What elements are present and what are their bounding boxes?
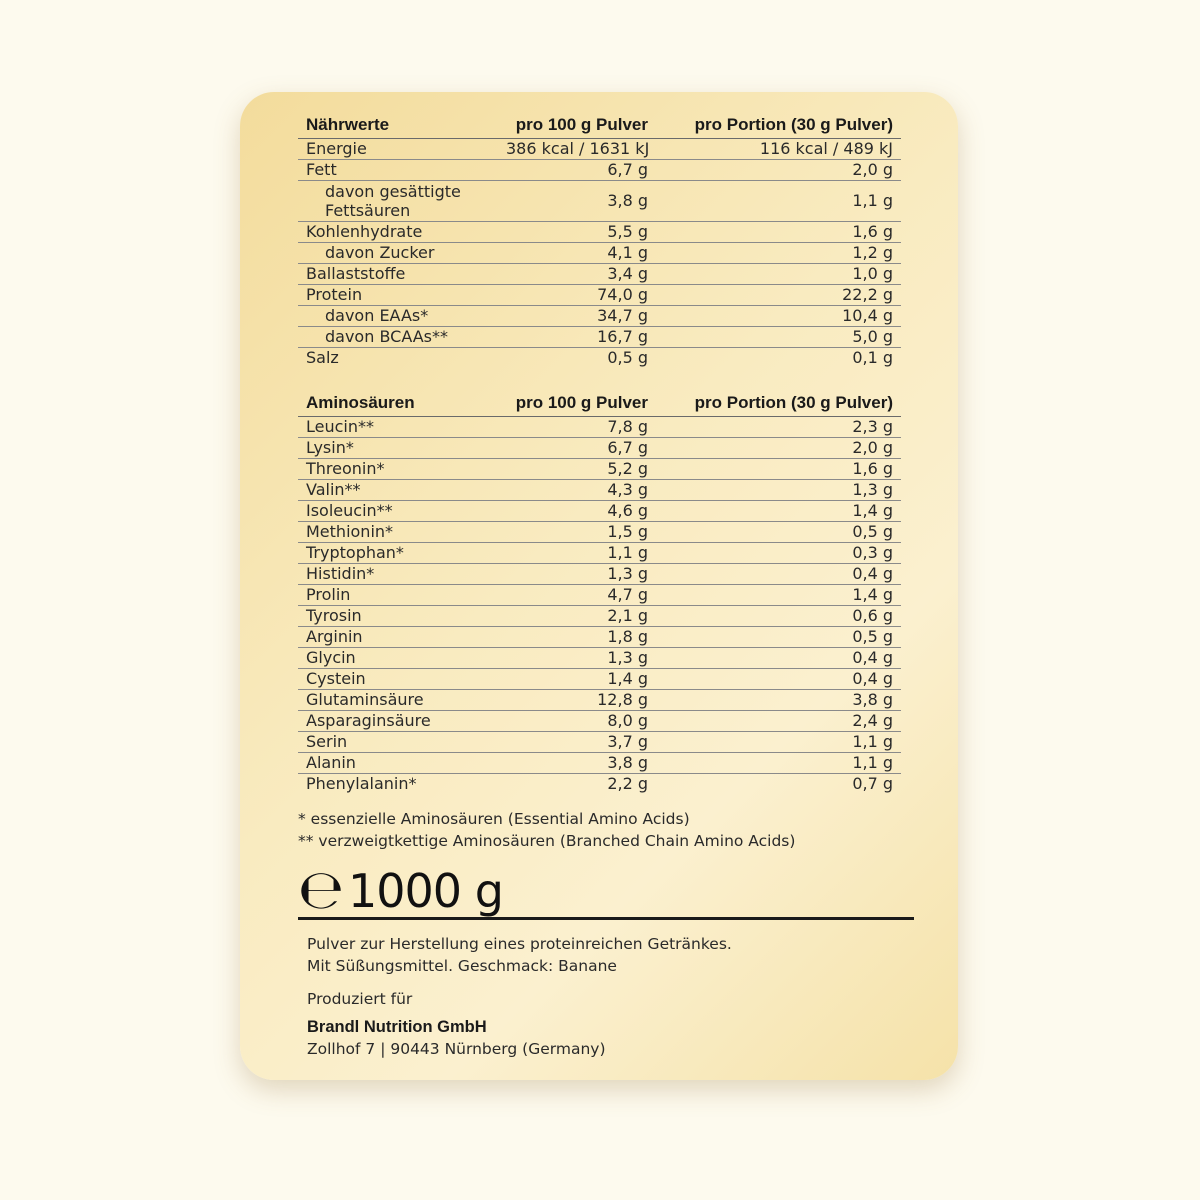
table-row xyxy=(298,501,901,522)
net-weight xyxy=(298,858,914,921)
amino-name: Tryptophan* xyxy=(298,543,498,564)
amino-name: Asparaginsäure xyxy=(298,711,498,732)
footnotes xyxy=(298,808,795,852)
amino-per100: 2,1 g xyxy=(498,606,656,627)
nutrient-per-portion: 116 kcal / 489 kJ xyxy=(656,139,901,160)
amino-per100: 5,2 g xyxy=(498,459,656,480)
product-description xyxy=(307,933,732,977)
table-row xyxy=(298,243,901,264)
nutrient-per100: 5,5 g xyxy=(498,222,656,243)
table-row xyxy=(298,627,901,648)
amino-name: Prolin xyxy=(298,585,498,606)
nutrient-per-portion: 1,0 g xyxy=(656,264,901,285)
amino-per-portion: 0,4 g xyxy=(656,648,901,669)
amino-per-portion: 0,7 g xyxy=(852,774,893,793)
producer-info xyxy=(307,988,606,1060)
table-row xyxy=(298,181,901,222)
amino-per100: 1,4 g xyxy=(498,669,656,690)
nutrient-per100: 0,5 g xyxy=(607,348,648,367)
nutrient-per-portion: 1,1 g xyxy=(656,181,901,222)
amino-per-portion: 1,3 g xyxy=(656,480,901,501)
amino-name: Isoleucin** xyxy=(298,501,498,522)
amino-name: Threonin* xyxy=(298,459,498,480)
amino-per-portion: 1,4 g xyxy=(656,501,901,522)
amino-per-portion: 2,3 g xyxy=(656,417,901,438)
table-row xyxy=(298,480,901,501)
estimated-sign-icon: ℮ xyxy=(298,858,345,921)
amino-per-portion: 0,3 g xyxy=(656,543,901,564)
amino-per-portion: 2,4 g xyxy=(656,711,901,732)
nutrient-per100: 386 kcal / 1631 kJ xyxy=(498,139,656,160)
amino-per100: 4,3 g xyxy=(498,480,656,501)
nutrient-per-portion: 10,4 g xyxy=(656,306,901,327)
nutrient-name: davon EAAs* xyxy=(298,306,498,327)
table-row xyxy=(298,711,901,732)
table-row xyxy=(298,648,901,669)
nutrient-per100: 3,4 g xyxy=(498,264,656,285)
table-row xyxy=(298,438,901,459)
table-row xyxy=(298,348,901,369)
amino-name: Valin** xyxy=(298,480,498,501)
amino-per100: 2,2 g xyxy=(607,774,648,793)
amino-name: Leucin** xyxy=(298,417,498,438)
nutrient-name: davon gesättigte Fettsäuren xyxy=(298,181,498,222)
nutrition-header-row xyxy=(298,112,901,139)
amino-per100: 1,3 g xyxy=(498,564,656,585)
amino-per100: 12,8 g xyxy=(498,690,656,711)
nutrient-name: Ballaststoffe xyxy=(298,264,498,285)
nutrient-per-portion: 0,1 g xyxy=(852,348,893,367)
amino-per-portion: 2,0 g xyxy=(656,438,901,459)
table-row xyxy=(298,585,901,606)
footnote-branched-chain: ** verzweigtkettige Aminosäuren (Branched Chain Amino Acids) xyxy=(298,832,796,850)
footnote-essential: * essenzielle Aminosäuren (Essential Amino Acids) xyxy=(298,810,690,828)
table-row xyxy=(298,606,901,627)
amino-per-portion: 1,6 g xyxy=(656,459,901,480)
description-line: Mit Süßungsmittel. Geschmack: Banane xyxy=(307,957,617,975)
net-weight-value: 1000 g xyxy=(348,864,503,918)
producer-company: Brandl Nutrition GmbH xyxy=(307,1018,487,1036)
amino-per-portion: 1,1 g xyxy=(656,732,901,753)
amino-per100: 8,0 g xyxy=(498,711,656,732)
amino-name: Tyrosin xyxy=(298,606,498,627)
amino-name: Glutaminsäure xyxy=(298,690,498,711)
table-row xyxy=(298,285,901,306)
nutrient-name: Kohlenhydrate xyxy=(298,222,498,243)
table-row xyxy=(298,327,901,348)
amino-name: Cystein xyxy=(298,669,498,690)
amino-name: Lysin* xyxy=(298,438,498,459)
table-row xyxy=(298,543,901,564)
amino-per100: 1,5 g xyxy=(498,522,656,543)
table-row xyxy=(298,459,901,480)
amino-per100: 1,1 g xyxy=(498,543,656,564)
amino-per100: 7,8 g xyxy=(498,417,656,438)
producer-label: Produziert für xyxy=(307,990,413,1008)
amino-per-portion: 0,6 g xyxy=(656,606,901,627)
table-row xyxy=(298,139,901,160)
amino-name: Glycin xyxy=(298,648,498,669)
amino-per100: 4,6 g xyxy=(498,501,656,522)
description-line: Pulver zur Herstellung eines proteinreichen Getränkes. xyxy=(307,935,732,953)
nutrient-per-portion: 1,6 g xyxy=(656,222,901,243)
nutrient-per-portion: 5,0 g xyxy=(656,327,901,348)
amino-per-portion: 0,5 g xyxy=(656,522,901,543)
table-row xyxy=(298,732,901,753)
amino-per100: 3,7 g xyxy=(498,732,656,753)
nutrition-header-name: Nährwerte xyxy=(298,112,498,139)
table-row xyxy=(298,160,901,181)
nutrition-header-per-portion: pro Portion (30 g Pulver) xyxy=(656,112,901,139)
table-row xyxy=(298,522,901,543)
nutrient-per-portion: 2,0 g xyxy=(656,160,901,181)
nutrient-per100: 74,0 g xyxy=(498,285,656,306)
amino-per-portion: 0,4 g xyxy=(656,564,901,585)
amino-per100: 1,8 g xyxy=(498,627,656,648)
nutrient-per-portion: 22,2 g xyxy=(656,285,901,306)
amino-per-portion: 1,1 g xyxy=(656,753,901,774)
amino-acid-table xyxy=(298,390,901,794)
amino-per-portion: 0,4 g xyxy=(656,669,901,690)
nutrient-per100: 3,8 g xyxy=(498,181,656,222)
table-row xyxy=(298,690,901,711)
table-row xyxy=(298,306,901,327)
amino-name: Arginin xyxy=(298,627,498,648)
nutrient-name: Salz xyxy=(306,348,339,367)
table-row xyxy=(298,564,901,585)
nutrient-per100: 16,7 g xyxy=(498,327,656,348)
nutrient-per-portion: 1,2 g xyxy=(656,243,901,264)
table-row xyxy=(298,753,901,774)
nutrient-per100: 4,1 g xyxy=(498,243,656,264)
amino-header-row xyxy=(298,390,901,417)
nutrition-table xyxy=(298,112,901,368)
amino-per100: 6,7 g xyxy=(498,438,656,459)
amino-name: Histidin* xyxy=(298,564,498,585)
net-weight-underline xyxy=(298,917,914,920)
nutrition-header-per100: pro 100 g Pulver xyxy=(498,112,656,139)
producer-address: Zollhof 7 | 90443 Nürnberg (Germany) xyxy=(307,1040,606,1058)
amino-per100: 4,7 g xyxy=(498,585,656,606)
amino-header-per-portion: pro Portion (30 g Pulver) xyxy=(656,390,901,417)
amino-per-portion: 0,5 g xyxy=(656,627,901,648)
nutrient-name: Energie xyxy=(298,139,498,160)
nutrient-per100: 34,7 g xyxy=(498,306,656,327)
amino-per-portion: 3,8 g xyxy=(656,690,901,711)
amino-header-per100: pro 100 g Pulver xyxy=(498,390,656,417)
amino-name: Serin xyxy=(298,732,498,753)
nutrient-name: Fett xyxy=(298,160,498,181)
amino-name: Alanin xyxy=(298,753,498,774)
amino-per-portion: 1,4 g xyxy=(656,585,901,606)
amino-name: Methionin* xyxy=(298,522,498,543)
amino-per100: 1,3 g xyxy=(498,648,656,669)
table-row xyxy=(298,774,901,795)
table-row xyxy=(298,417,901,438)
nutrient-per100: 6,7 g xyxy=(498,160,656,181)
table-row xyxy=(298,669,901,690)
nutrient-name: davon Zucker xyxy=(298,243,498,264)
nutrient-name: davon BCAAs** xyxy=(298,327,498,348)
amino-per100: 3,8 g xyxy=(498,753,656,774)
nutrient-name: Protein xyxy=(298,285,498,306)
amino-header-name: Aminosäuren xyxy=(298,390,498,417)
amino-name: Phenylalanin* xyxy=(306,774,417,793)
table-row xyxy=(298,264,901,285)
table-row xyxy=(298,222,901,243)
